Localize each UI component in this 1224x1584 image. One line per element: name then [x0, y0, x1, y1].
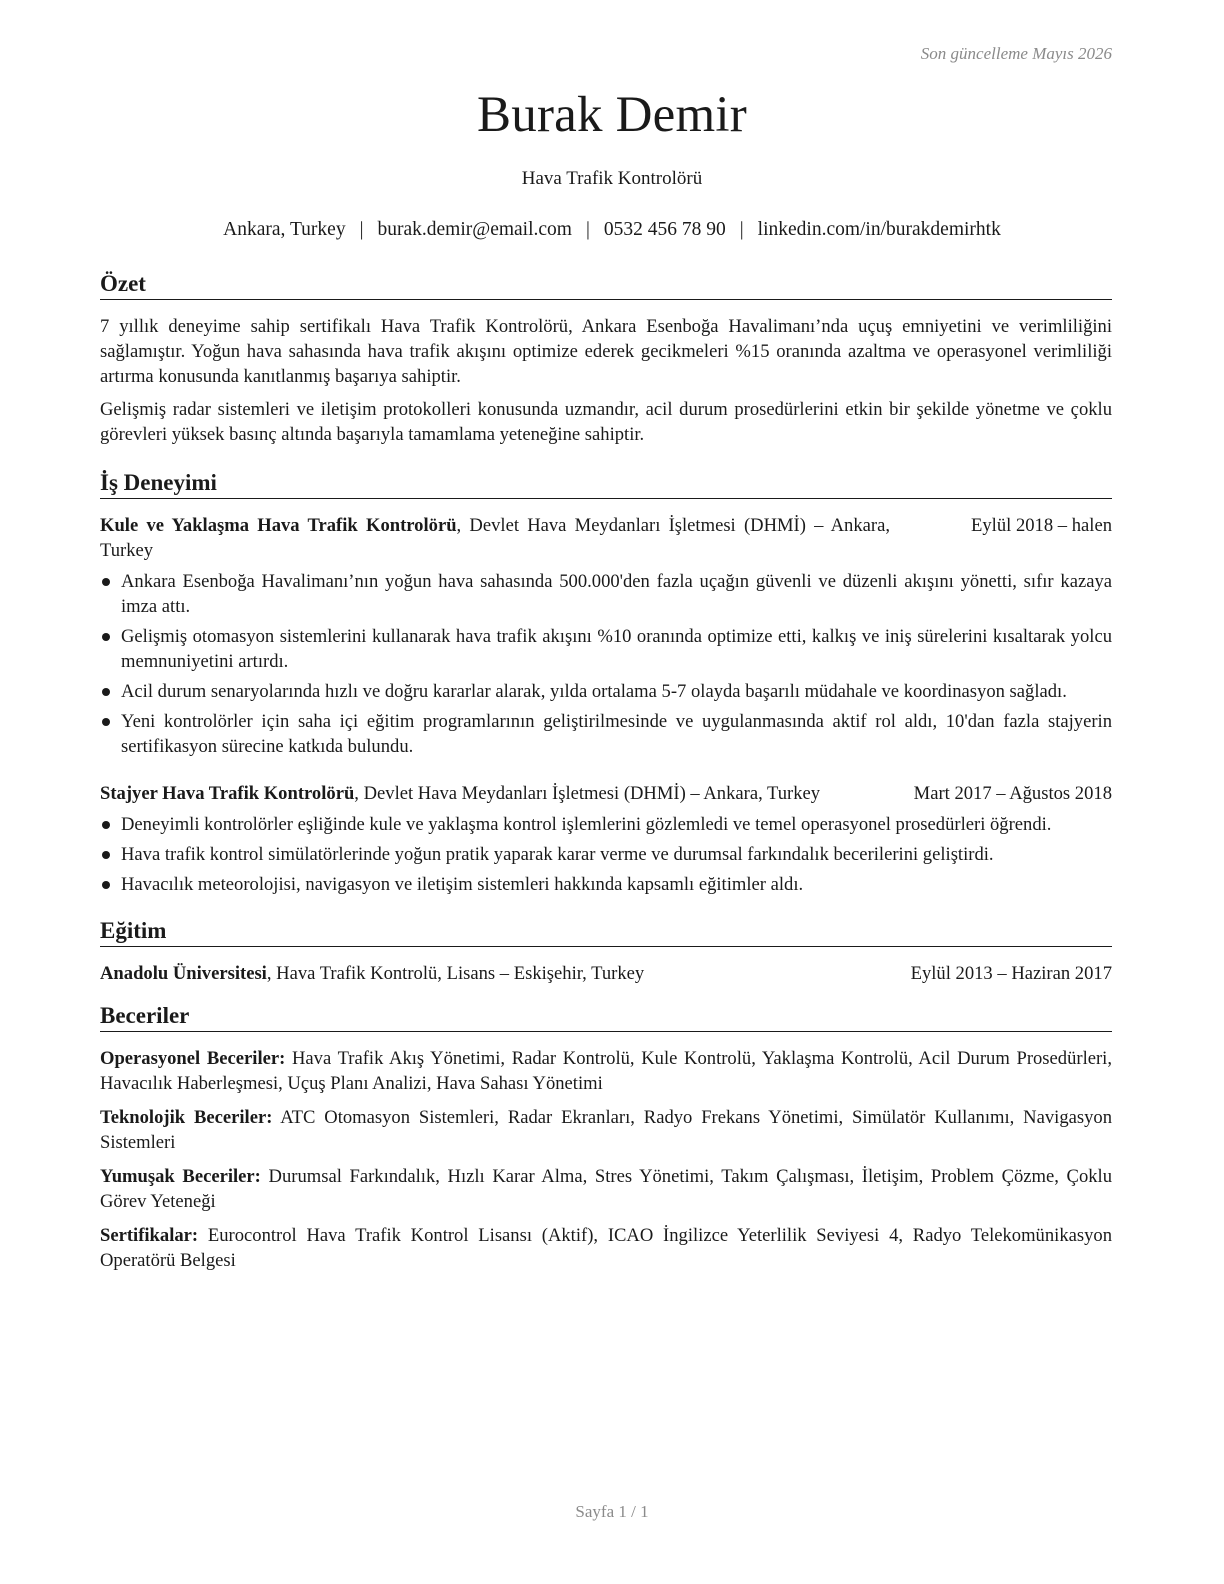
skill-label: Operasyonel Beceriler:: [100, 1048, 286, 1069]
job-role-line: [100, 513, 890, 563]
education-dates: Eylül 2013 – Haziran 2017: [910, 963, 1112, 984]
bullet-icon: [102, 718, 110, 726]
job-header: [100, 781, 1112, 806]
section-heading: İş Deneyimi: [100, 469, 1112, 499]
contact-separator: |: [359, 219, 364, 240]
bullet-icon: [102, 633, 110, 641]
job-employer: , Devlet Hava Meydanları İşletmesi (DHMİ) – Ankara, Turkey: [354, 783, 821, 804]
bullet-icon: [102, 821, 110, 829]
contact-phone: 0532 456 78 90: [603, 219, 726, 240]
section-education: [100, 917, 1112, 986]
job-entry: [100, 781, 1112, 897]
contact-linkedin[interactable]: linkedin.com/in/burakdemirhtk: [757, 219, 1001, 240]
list-item: [100, 812, 1112, 837]
section-experience: [100, 469, 1112, 897]
contact-separator: |: [739, 219, 744, 240]
summary-paragraph: 7 yıllık deneyime sahip sertifikalı Hava Trafik Kontrolörü, Ankara Esenboğa Havalimanı’nda uçuş emniyetini ve verimliliğini sağlamıştır. Yoğun hava sahasında hava trafik akışını optimize ederek gecikmeleri %15 oranında azaltma ve operasyonel verimliliği artırma konusunda kanıtlanmış başarıya sahiptir.: [100, 316, 1112, 387]
skill-text: Hava Trafik Akış Yönetimi, Radar Kontrolü, Kule Kontrolü, Yaklaşma Kontrolü, Acil Durum Prosedürleri, Havacılık Haberleşmesi, Uçuş Planı Analizi, Hava Sahası Yönetimi: [100, 1048, 1113, 1094]
job-employer: , Devlet Hava Meydanları İşletmesi (DHMİ) – Ankara, Turkey: [100, 515, 890, 561]
candidate-title: Hava Trafik Kontrolörü: [521, 168, 703, 189]
skill-text: ATC Otomasyon Sistemleri, Radar Ekranları, Radyo Frekans Yönetimi, Simülatör Kullanımı, Navigasyon Sistemleri: [100, 1107, 1112, 1153]
bullet-text: Yeni kontrolörler için saha içi eğitim programlarının geliştirilmesinde ve uygulanmasında aktif rol aldı, 10'dan fazla stajyerin sertifikasyon sürecine katkıda bulundu.: [121, 711, 1112, 757]
bullet-icon: [102, 851, 110, 859]
skill-text: Eurocontrol Hava Trafik Kontrol Lisansı (Aktif), ICAO İngilizce Yeterlilik Seviyesi 4, Radyo Telekomünikasyon Operatörü Belgesi: [100, 1225, 1112, 1271]
bullet-text: Deneyimli kontrolörler eşliğinde kule ve yaklaşma kontrol işlemlerini gözlemledi ve temel operasyonel prosedürleri öğrendi.: [121, 814, 1052, 835]
skill-group: [100, 1164, 1112, 1214]
job-header: [100, 513, 1112, 563]
section-skills: [100, 1002, 1112, 1273]
skill-label: Yumuşak Beceriler:: [100, 1166, 261, 1187]
resume-body: [100, 270, 1112, 1282]
updated-note: Son güncelleme Mayıs 2026: [920, 44, 1112, 63]
education-entry: [100, 961, 1112, 986]
contact-location: Ankara, Turkey: [223, 219, 346, 240]
list-item: [100, 679, 1112, 704]
section-heading: Eğitim: [100, 917, 1112, 947]
bullet-text: Gelişmiş otomasyon sistemlerini kullanarak hava trafik akışını %10 oranında optimize etti, kalkış ve iniş sürelerini kısaltarak yolcu memnuniyetini artırdı.: [121, 626, 1112, 672]
bullet-text: Ankara Esenboğa Havalimanı’nın yoğun hava sahasında 500.000'den fazla uçağın güvenli ve düzenli akışını yönetti, sıfır kazaya imza attı.: [121, 571, 1112, 617]
list-item: [100, 569, 1112, 619]
education-line: [100, 961, 890, 986]
skill-group: [100, 1223, 1112, 1273]
job-bullets: [100, 569, 1112, 759]
job-dates: Eylül 2018 – halen: [971, 515, 1112, 536]
bullet-text: Havacılık meteorolojisi, navigasyon ve iletişim sistemleri hakkında kapsamlı eğitimler aldı.: [121, 874, 804, 895]
job-entry: [100, 513, 1112, 759]
list-item: [100, 709, 1112, 759]
skill-label: Sertifikalar:: [100, 1225, 199, 1246]
section-heading: Beceriler: [100, 1002, 1112, 1032]
bullet-icon: [102, 578, 110, 586]
list-item: [100, 842, 1112, 867]
bullet-text: Acil durum senaryolarında hızlı ve doğru kararlar alarak, yılda ortalama 5-7 olayda başarılı müdahale ve koordinasyon sağladı.: [121, 681, 1067, 702]
education-details: , Hava Trafik Kontrolü, Lisans – Eskişehir, Turkey: [266, 963, 645, 984]
contact-line: [0, 219, 1224, 241]
section-summary: [100, 270, 1112, 447]
list-item: [100, 624, 1112, 674]
bullet-icon: [102, 688, 110, 696]
page-number: Sayfa 1 / 1: [575, 1502, 649, 1521]
section-heading: Özet: [100, 270, 1112, 300]
contact-separator: |: [585, 219, 590, 240]
candidate-name: Burak Demir: [477, 87, 747, 143]
contact-email[interactable]: burak.demir@email.com: [377, 219, 572, 240]
skill-text: Durumsal Farkındalık, Hızlı Karar Alma, Stres Yönetimi, Takım Çalışması, İletişim, Problem Çözme, Çoklu Görev Yeteneği: [100, 1166, 1113, 1212]
skill-group: [100, 1046, 1112, 1096]
job-dates: Mart 2017 – Ağustos 2018: [913, 783, 1112, 804]
job-role-line: [100, 781, 890, 806]
bullet-text: Hava trafik kontrol simülatörlerinde yoğun pratik yaparak karar verme ve durumsal farkındalık becerilerini geliştirdi.: [121, 844, 994, 865]
summary-paragraph: Gelişmiş radar sistemleri ve iletişim protokolleri konusunda uzmandır, acil durum prosedürlerini etkin bir şekilde yönetme ve çoklu görevleri yüksek basınç altında başarıyla tamamlama yeteneğine sahiptir.: [100, 399, 1112, 445]
skill-label: Teknolojik Beceriler:: [100, 1107, 273, 1128]
list-item: [100, 872, 1112, 897]
job-role: Stajyer Hava Trafik Kontrolörü: [100, 783, 355, 804]
job-role: Kule ve Yaklaşma Hava Trafik Kontrolörü: [100, 515, 457, 536]
job-bullets: [100, 812, 1112, 897]
education-school: Anadolu Üniversitesi: [100, 963, 267, 984]
skill-group: [100, 1105, 1112, 1155]
bullet-icon: [102, 881, 110, 889]
